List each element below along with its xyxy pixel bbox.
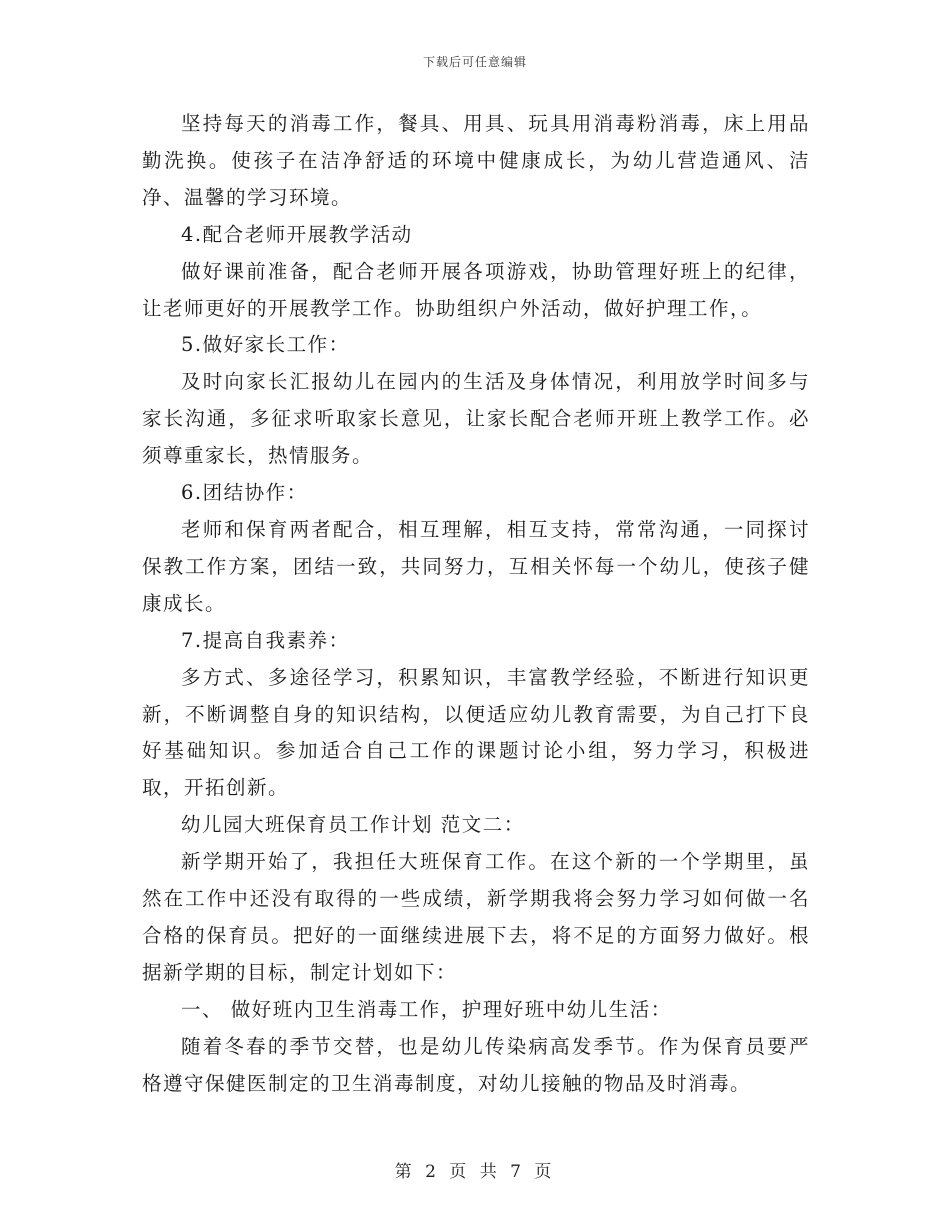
paragraph-disinfection: 坚持每天的消毒工作，餐具、用具、玩具用消毒粉消毒，床上用品勤洗换。使孩子在洁净舒适的环境中健康成长，为幼儿营造通风、洁净、温馨的学习环境。 xyxy=(142,112,810,209)
heading-parent-work: 5.做好家长工作： xyxy=(181,333,350,357)
heading-self-improvement: 7.提高自我素养： xyxy=(181,628,350,652)
page-footer: 第 2 页 共 7 页 xyxy=(394,1162,556,1182)
paragraph-season-disinfection: 随着冬春的季节交替，也是幼儿传染病高发季节。作为保育员要严格遵守保健医制定的卫生消毒制度，对幼儿接触的物品及时消毒。 xyxy=(142,1034,810,1095)
heading-section-one: 一、 做好班内卫生消毒工作，护理好班中幼儿生活： xyxy=(181,997,672,1021)
heading-teamwork: 6.团结协作： xyxy=(181,481,308,505)
paragraph-self-improvement: 多方式、多途径学习，积累知识，丰富教学经验，不断进行知识更新，不断调整自身的知识结构，以便适应幼儿教育需要，为自己打下良好基础知识。参加适合自己工作的课题讨论小组，努力学习，积极进取，开拓创新。 xyxy=(142,665,810,800)
document-body xyxy=(142,106,810,1102)
paragraph-new-semester: 新学期开始了，我担任大班保育工作。在这个新的一个学期里，虽然在工作中还没有取得的一些成绩，新学期我将会努力学习如何做一名合格的保育员。把好的一面继续进展下去，将不足的方面努力做好。根据新学期的目标，制定计划如下： xyxy=(142,850,810,984)
page-header: 下载后可任意编辑 xyxy=(422,55,527,69)
heading-teaching-activities: 4.配合老师开展教学活动 xyxy=(181,222,413,246)
paragraph-teamwork: 老师和保育两者配合，相互理解，相互支持，常常沟通，一同探讨保教工作方案，团结一致，共同努力，互相关怀每一个幼儿，使孩子健康成长。 xyxy=(142,517,810,615)
paragraph-parent-work: 及时向家长汇报幼儿在园内的生活及身体情况，利用放学时间多与家长沟通，多征求听取家长意见，让家长配合老师开班上教学工作。必须尊重家长，热情服务。 xyxy=(142,370,810,468)
paragraph-teaching-activities: 做好课前准备，配合老师开展各项游戏，协助管理好班上的纪律，让老师更好的开展教学工作。协助组织户外活动，做好护理工作，。 xyxy=(142,259,810,320)
heading-sample-two: 幼儿园大班保育员工作计划 范文二： xyxy=(181,813,525,837)
